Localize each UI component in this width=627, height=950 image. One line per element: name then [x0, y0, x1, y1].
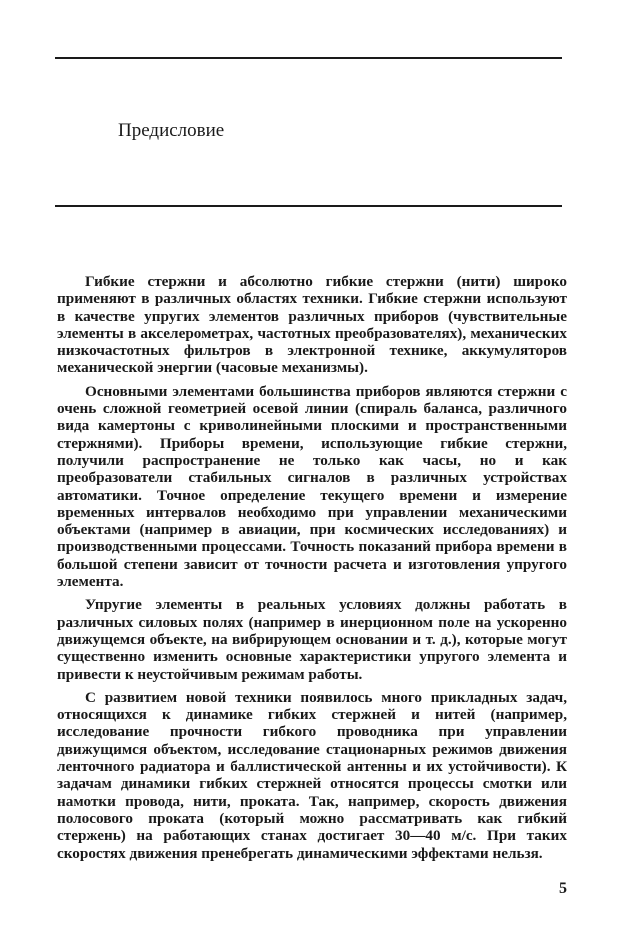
- paragraph: С развитием новой техники появилось много прикладных задач, относящихся к динамике гибких стержней и нитей (например, исследование прочности гибкого проводника при управлении движущимся объектом, исследование стационарных режимов движения ленточного радиатора и баллистической антенны и их устойчивости). К задачам динамики гибких стержней относятся процессы смотки или намотки провода, нити, проката. Так, например, скорость движения полосового проката (который можно рассматривать как гибкий стержень) на работающих станах достигает 30—40 м/с. При таких скоростях движения пренебрегать динамическими эффектами нельзя.: [57, 688, 567, 862]
- paragraph: Упругие элементы в реальных условиях должны работать в различных силовых полях (например в инерционном поле на ускоренно движущемся объекте, на вибрирующем основании и т. д.), которые могут существенно изменить основные характеристики упругого элемента и привести к неустойчивым режимам работы.: [57, 596, 567, 683]
- paragraph: Гибкие стержни и абсолютно гибкие стержни (нити) широко применяют в различных областях техники. Гибкие стержни используют в качестве упругих элементов различных приборов (чувствительные элементы в акселерометрах, частотных преобразователях), механических низкочастотных фильтров в электронной технике, аккумуляторов механической энергии (часовые механизмы).: [57, 273, 567, 377]
- bottom-rule: [55, 205, 562, 207]
- top-rule: [55, 57, 562, 59]
- chapter-title: Предисловие: [118, 120, 225, 141]
- page-number: 5: [559, 880, 567, 897]
- paragraph: Основными элементами большинства приборов являются стержни с очень сложной геометрией осевой линии (спираль баланса, различного вида камертоны с криволинейными плоскими и пространственными стержнями). Приборы времени, использующие гибкие стержни, получили распространение не только как часы, но и как преобразователи стабильных сигналов в различных устройствах автоматики. Точное определение текущего времени и измерение временных интервалов необходимо при управлении механическими объектами (например в авиации, при космических исследованиях) и производственными процессами. Точность показаний прибора времени в большой степени зависит от точности расчета и изготовления упругого элемента.: [57, 382, 567, 591]
- body-text: [57, 273, 567, 868]
